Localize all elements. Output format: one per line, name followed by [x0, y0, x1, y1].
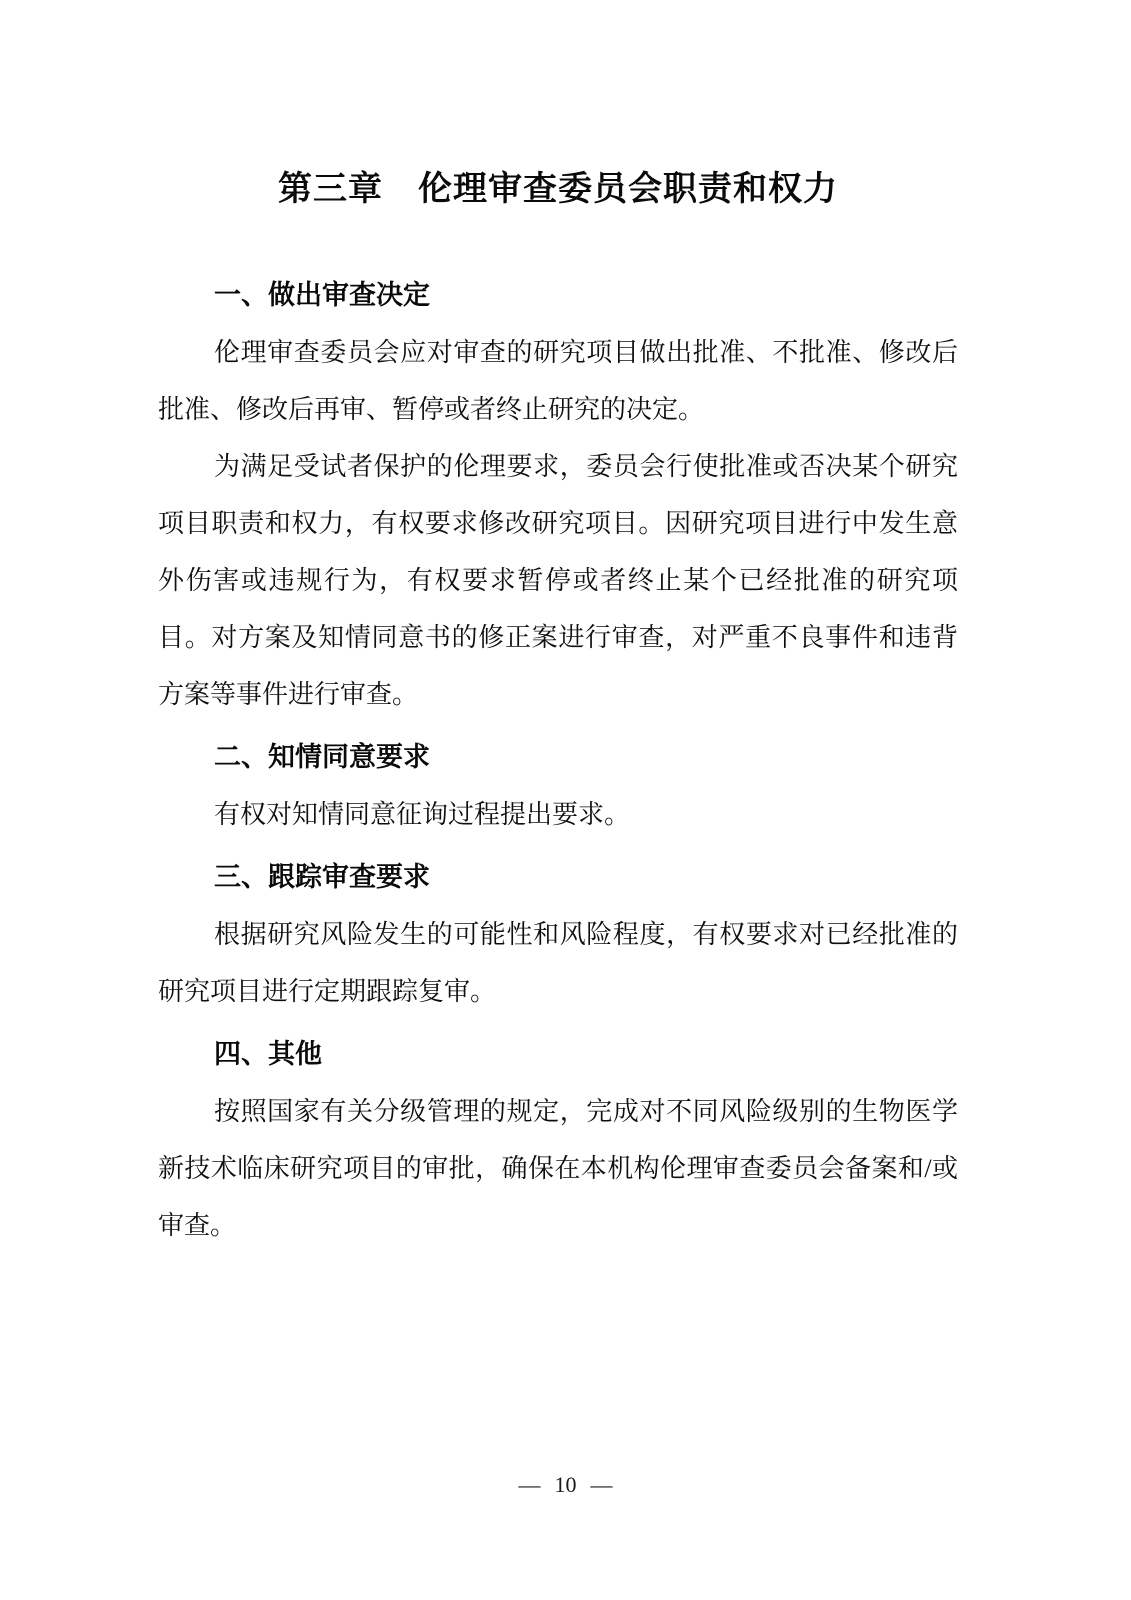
page-number: 10 [554, 1472, 577, 1497]
paragraph: 为满足受试者保护的伦理要求，委员会行使批准或否决某个研究项目职责和权力，有权要求修改研究项目。因研究项目进行中发生意外伤害或违规行为，有权要求暂停或者终止某个已经批准的研究项目。对方案及知情同意书的修正案进行审查，对严重不良事件和违背方案等事件进行审查。 [158, 452, 958, 709]
section-heading: 一、做出审查决定 [214, 280, 430, 310]
paragraph: 按照国家有关分级管理的规定，完成对不同风险级别的生物医学新技术临床研究项目的审批，确保在本机构伦理审查委员会备案和/或审查。 [158, 1097, 958, 1240]
footer-dash-right: — [590, 1472, 613, 1497]
chapter-title: 第三章 伦理审查委员会职责和权力 [278, 170, 838, 208]
paragraph: 伦理审查委员会应对审查的研究项目做出批准、不批准、修改后批准、修改后再审、暂停或者终止研究的决定。 [158, 338, 958, 424]
document-content [158, 0, 958, 1254]
section-other [158, 1026, 958, 1254]
paragraph: 根据研究风险发生的可能性和风险程度，有权要求对已经批准的研究项目进行定期跟踪复审。 [158, 920, 958, 1006]
paragraph: 有权对知情同意征询过程提出要求。 [214, 800, 631, 829]
section-heading: 三、跟踪审查要求 [214, 862, 430, 892]
section-heading: 四、其他 [214, 1039, 322, 1069]
section-informed-consent [158, 729, 958, 843]
section-heading: 二、知情同意要求 [214, 742, 430, 772]
page-footer [0, 1472, 1131, 1498]
section-review-decision [158, 267, 958, 723]
section-follow-up-review [158, 849, 958, 1020]
footer-dash-left: — [518, 1472, 541, 1497]
